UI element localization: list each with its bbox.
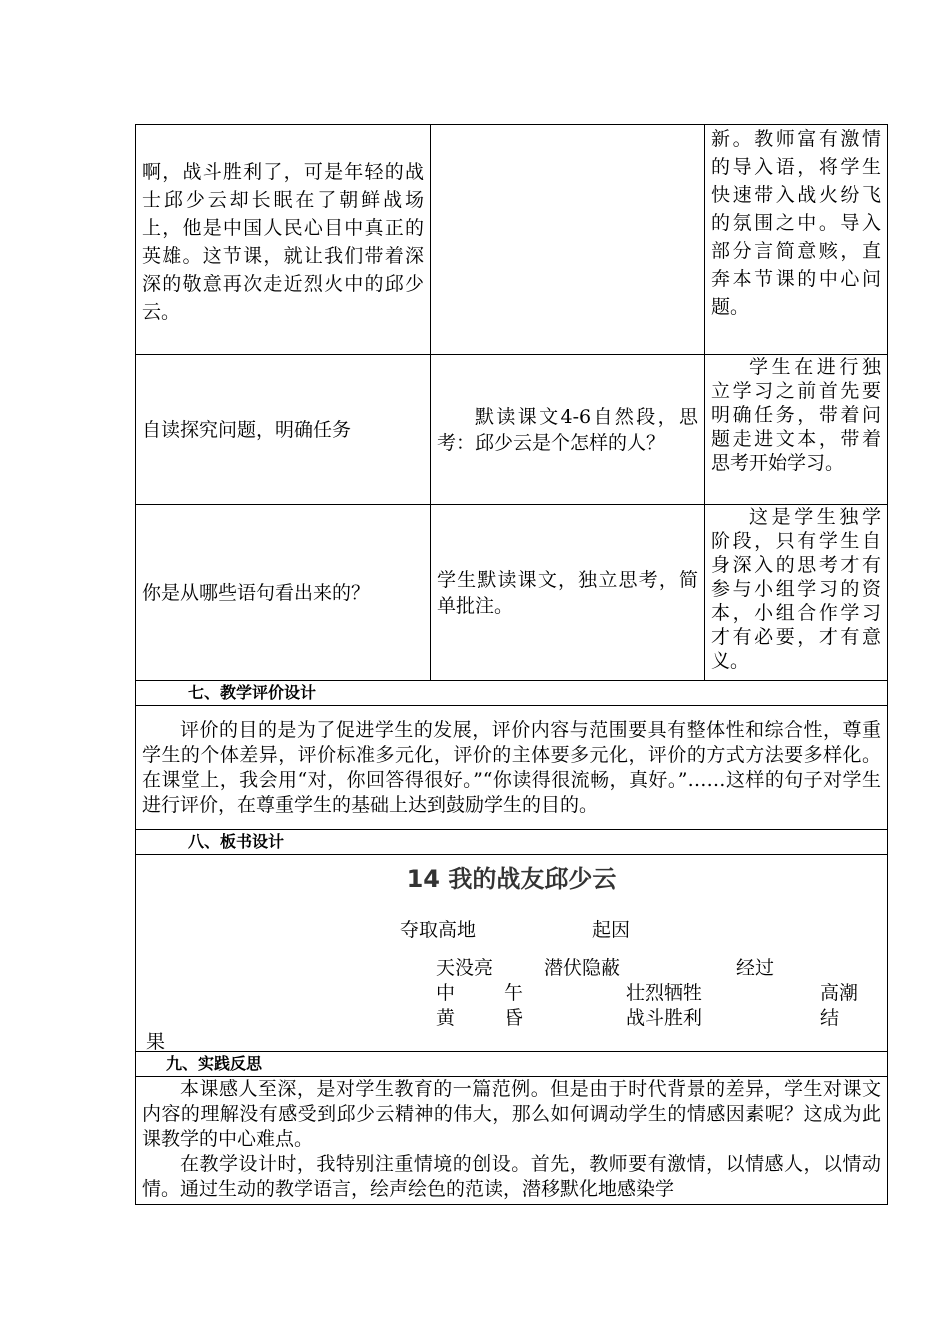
cell-student — [431, 125, 705, 355]
board-text: 战斗胜利 — [626, 1007, 703, 1029]
cell-activity: 你是从哪些语句看出来的？ — [136, 505, 431, 681]
board-text: 中 — [436, 982, 456, 1004]
board-text: 天没亮 — [436, 957, 494, 979]
cell-student-text: 默读课文4-6自然段，思考：邱少云是个怎样的人？ — [437, 405, 698, 454]
board-text: 潜伏隐蔽 — [544, 957, 621, 979]
board-text: 昏 — [504, 1007, 524, 1029]
table-row — [136, 681, 888, 706]
cell-intent: 新。教师富有激情的导入语，将学生快速带入战火纷飞的氛围之中。导入部分言简意赅，直奔本节课的中心问题。 — [705, 125, 888, 355]
section-heading: 九、实践反思 — [136, 1052, 888, 1077]
cell-intent: 这是学生独学阶段，只有学生自身深入的思考才有参与小组学习的资本，小组合作学习才有必要，才有意义。 — [705, 505, 888, 681]
board-text: 结 — [820, 1007, 840, 1029]
board-text: 黄 — [436, 1007, 456, 1029]
section-paragraph — [136, 1077, 888, 1205]
board-design — [136, 855, 888, 1052]
section-paragraph — [136, 706, 888, 830]
cell-activity: 啊，战斗胜利了，可是年轻的战士邱少云却长眠在了朝鲜战场上，他是中国人民心目中真正的英雄。这节课，就让我们带着深深的敬意再次走近烈火中的邱少云。 — [136, 125, 431, 355]
board-text: 午 — [504, 982, 524, 1004]
cell-intent: 学生在进行独立学习之前首先要明确任务，带着问题走进文本，带着思考开始学习。 — [705, 355, 888, 505]
board-text: 夺取高地 — [400, 919, 477, 941]
cell-activity: 自读探究问题，明确任务 — [136, 355, 431, 505]
cell-student: 学生默读课文，独立思考，简单批注。 — [431, 505, 705, 681]
evaluation-text: 评价的目的是为了促进学生的发展，评价内容与范围要具有整体性和综合性，尊重学生的个体差异，评价标准多元化，评价的主体要多元化，评价的方式方法要多样化。在课堂上，我会用“对，你回答得很好。”“你读得很流畅，真好。”……这样的句子对学生进行评价，在尊重学生的基础上达到鼓励学生的目的。 — [142, 718, 881, 816]
lesson-plan-table — [135, 124, 888, 1205]
reflection-text-1: 本课感人至深，是对学生教育的一篇范例。但是由于时代背景的差异，学生对课文内容的理解没有感受到邱少云精神的伟大，那么如何调动学生的情感因素呢？这成为此课教学的中心难点。 — [142, 1078, 881, 1150]
reflection-text-2: 在教学设计时，我特别注重情境的创设。首先，教师要有激情，以情感人，以情动情。通过生动的教学语言，绘声绘色的范读，潜移默化地感染学 — [142, 1153, 881, 1200]
section-heading: 七、教学评价设计 — [136, 681, 888, 706]
board-text: 壮烈牺牲 — [626, 982, 703, 1004]
table-row — [136, 855, 888, 1052]
table-row — [136, 706, 888, 830]
table-row — [136, 1077, 888, 1205]
cell-student — [431, 355, 705, 505]
board-text: 起因 — [592, 919, 631, 941]
board-text: 果 — [146, 1031, 166, 1053]
board-text: 经过 — [736, 957, 775, 979]
table-row — [136, 505, 888, 681]
table-row — [136, 125, 888, 355]
table-row — [136, 355, 888, 505]
table-row — [136, 1052, 888, 1077]
board-text: 高潮 — [820, 982, 859, 1004]
document-page — [135, 124, 887, 1205]
board-title: 14 我的战友邱少云 — [406, 865, 617, 893]
section-heading: 八、板书设计 — [136, 830, 888, 855]
table-row — [136, 830, 888, 855]
